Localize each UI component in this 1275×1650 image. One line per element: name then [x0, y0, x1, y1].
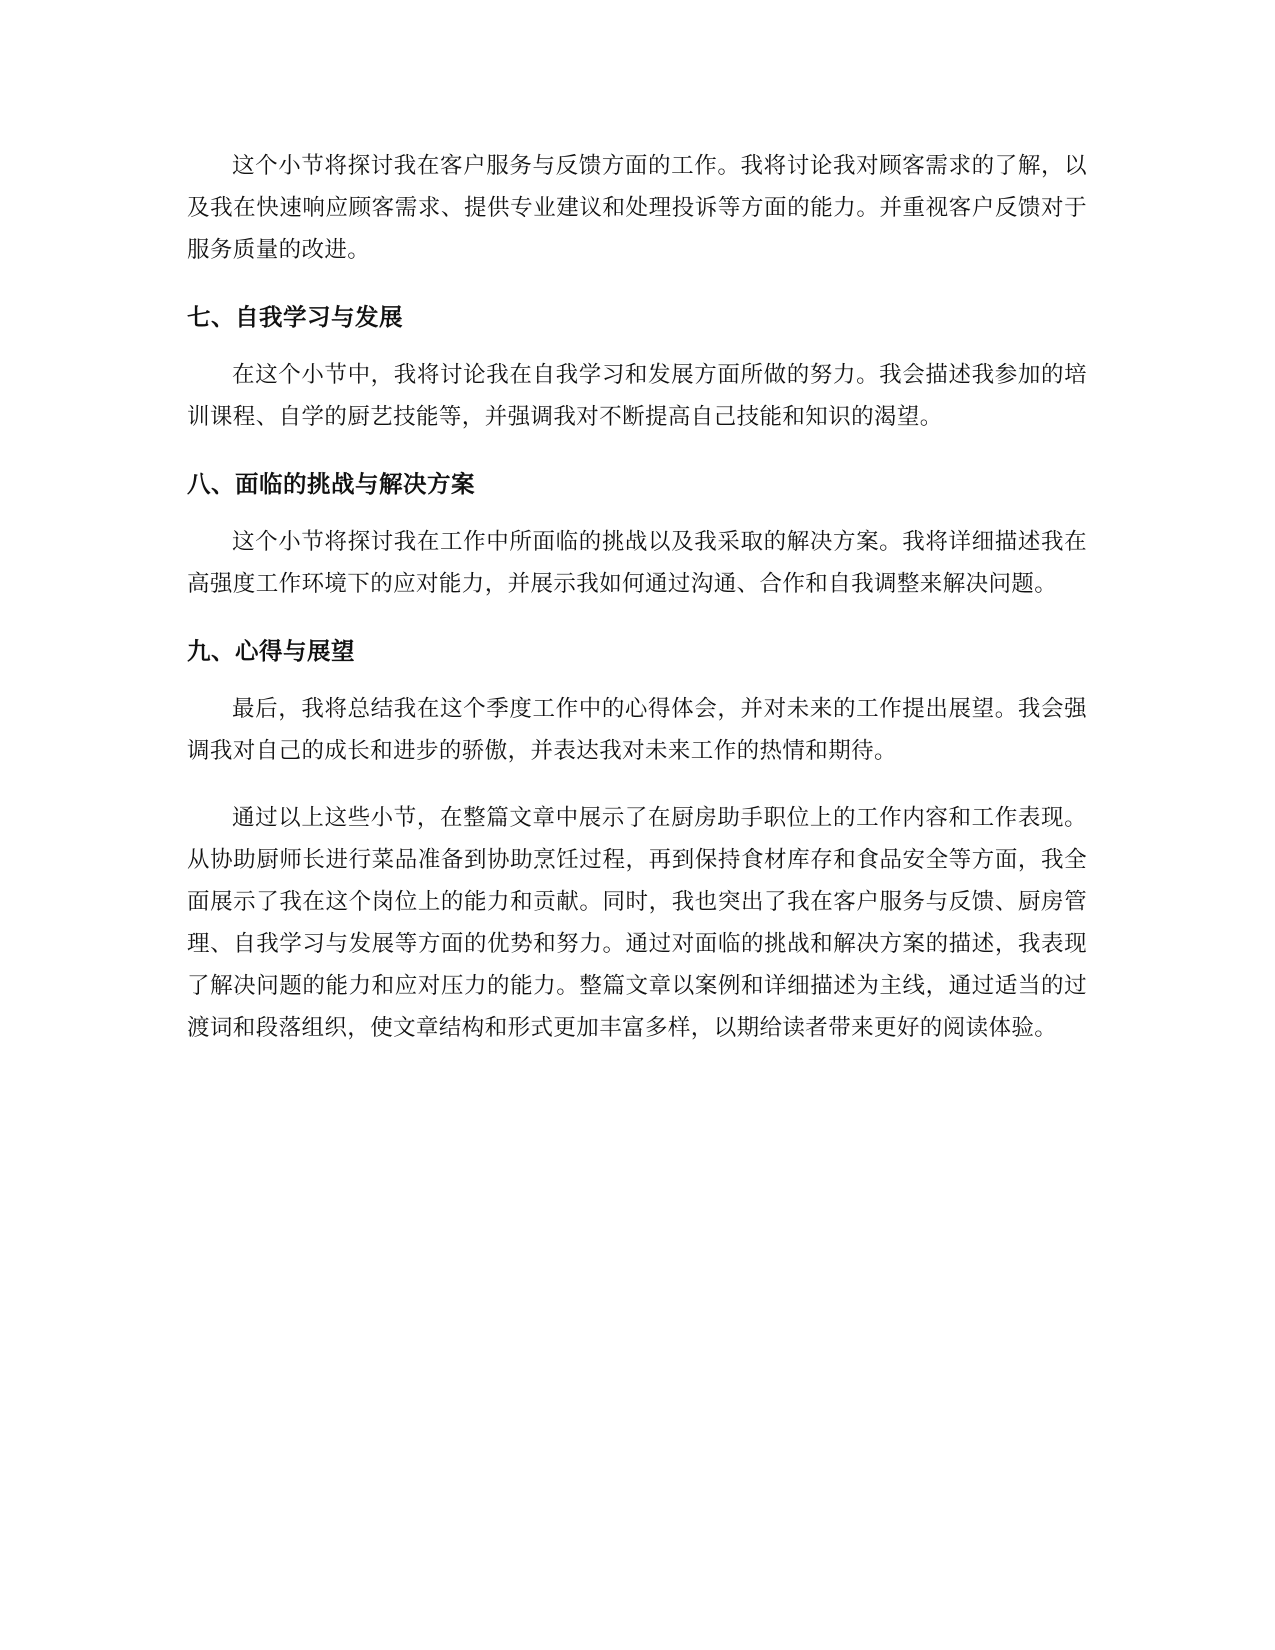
paragraph-challenges: 这个小节将探讨我在工作中所面临的挑战以及我采取的解决方案。我将详细描述我在高强度工作环境下的应对能力，并展示我如何通过沟通、合作和自我调整来解决问题。 [187, 529, 1087, 597]
paragraph-summary: 通过以上这些小节，在整篇文章中展示了在厨房助手职位上的工作内容和工作表现。从协助厨师长进行菜品准备到协助烹饪过程，再到保持食材库存和食品安全等方面，我全面展示了我在这个岗位上的能力和贡献。同时，我也突出了我在客户服务与反馈、厨房管理、自我学习与发展等方面的优势和努力。通过对面临的挑战和解决方案的描述，我表现了解决问题的能力和应对压力的能力。整篇文章以案例和详细描述为主线，通过适当的过渡词和段落组织，使文章结构和形式更加丰富多样，以期给读者带来更好的阅读体验。 [187, 805, 1087, 1041]
paragraph-customer-service: 这个小节将探讨我在客户服务与反馈方面的工作。我将讨论我对顾客需求的了解，以及我在快速响应顾客需求、提供专业建议和处理投诉等方面的能力。并重视客户反馈对于服务质量的改进。 [187, 153, 1087, 263]
section-heading-7: 七、自我学习与发展 [187, 303, 403, 331]
paragraph-reflection: 最后，我将总结我在这个季度工作中的心得体会，并对未来的工作提出展望。我会强调我对自己的成长和进步的骄傲，并表达我对未来工作的热情和期待。 [187, 696, 1087, 764]
section-heading-9: 九、心得与展望 [187, 637, 355, 665]
section-heading-8: 八、面临的挑战与解决方案 [187, 470, 475, 498]
paragraph-self-learning: 在这个小节中，我将讨论我在自我学习和发展方面所做的努力。我会描述我参加的培训课程、自学的厨艺技能等，并强调我对不断提高自己技能和知识的渴望。 [187, 362, 1087, 430]
document-body [187, 145, 1087, 1049]
